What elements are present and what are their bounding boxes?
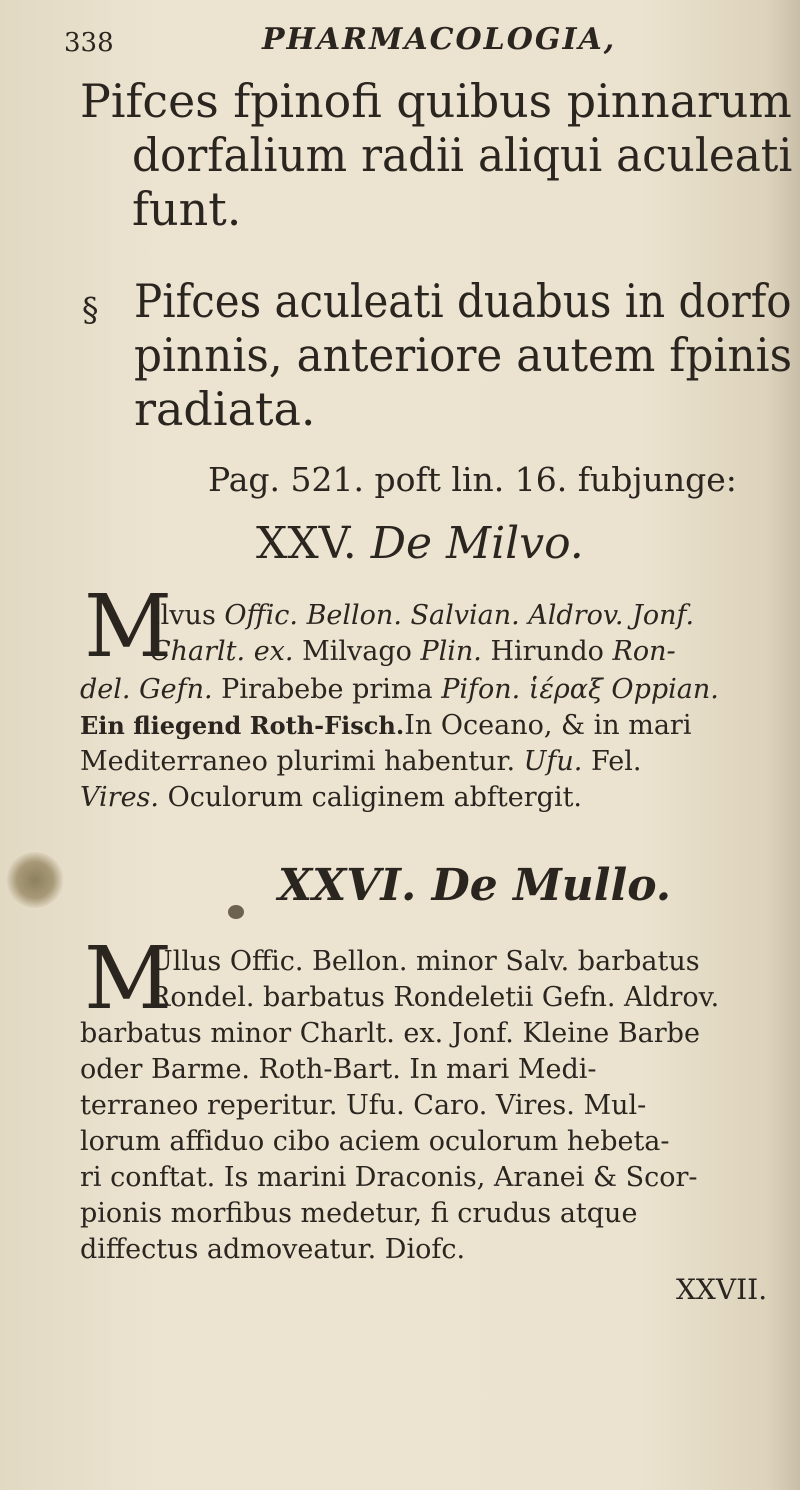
intro-line-1: Pifces fpinofi quibus pinnarum xyxy=(80,74,792,128)
mullo-line-9: diffectus admoveatur. Diofc. xyxy=(80,1234,466,1265)
intro-line-3: funt. xyxy=(132,182,242,236)
section-line-1: Pifces aculeati duabus in dorfo xyxy=(134,274,792,328)
mullo-line-5: terraneo reperitur. Ufu. Caro. Vires. Mul- xyxy=(80,1090,647,1121)
dropcap-m-2: M xyxy=(84,929,173,1029)
mullo-line-8: pionis morfibus medetur, fi crudus atque xyxy=(80,1198,638,1229)
running-title: PHARMACOLOGIA, xyxy=(262,22,617,57)
mullo-line-3: barbatus minor Charlt. ex. Jonf. Kleine Barbe xyxy=(80,1018,700,1049)
catchword: XXVII. xyxy=(676,1273,768,1306)
milvo-line-3: del. Gefn. Pirabebe prima Pifon. ἱέραξ Oppian. xyxy=(80,674,719,705)
mullo-line-6: lorum affiduo cibo aciem oculorum hebeta- xyxy=(80,1126,670,1157)
milvo-line-1: Ilvus Offic. Bellon. Salvian. Aldrov. Jonf. xyxy=(150,600,695,631)
mullo-line-7: ri conftat. Is marini Draconis, Aranei & Scor- xyxy=(80,1162,698,1193)
intro-line-2: dorfalium radii aliqui aculeati xyxy=(132,128,793,182)
mullo-line-4: oder Barme. Roth-Bart. In mari Medi- xyxy=(80,1054,597,1085)
section-mark: § xyxy=(82,290,99,329)
section-line-2: pinnis, anteriore autem fpinis xyxy=(134,328,793,382)
page-number: 338 xyxy=(64,28,114,58)
milvo-line-2: Charlt. ex. Milvago Plin. Hirundo Ron- xyxy=(150,636,676,667)
ink-blot xyxy=(228,905,244,919)
entry-heading-mullo: XXVI. De Mullo. xyxy=(278,860,672,911)
mullo-line-2: Rondel. barbatus Rondeletii Gefn. Aldrov. xyxy=(150,982,720,1013)
dropcap-m: M xyxy=(84,577,173,677)
ink-stain xyxy=(6,852,64,908)
milvo-line-5: Mediterraneo plurimi habentur. Ufu. Fel. xyxy=(80,746,642,777)
editorial-note: Pag. 521. poft lin. 16. fubjunge: xyxy=(208,460,737,499)
milvo-line-4: Ein fliegend Roth-Fisch.In Oceano, & in mari xyxy=(80,710,692,741)
milvo-line-6: Vires. Oculorum caliginem abftergit. xyxy=(80,782,583,813)
entry-heading-number: XXV. xyxy=(256,518,357,569)
section-line-3: radiata. xyxy=(134,382,316,436)
entry-heading-title: De Milvo. xyxy=(370,518,584,569)
entry-heading-milvo xyxy=(256,518,584,569)
mullo-line-1: Ullus Offic. Bellon. minor Salv. barbatus xyxy=(150,946,700,977)
